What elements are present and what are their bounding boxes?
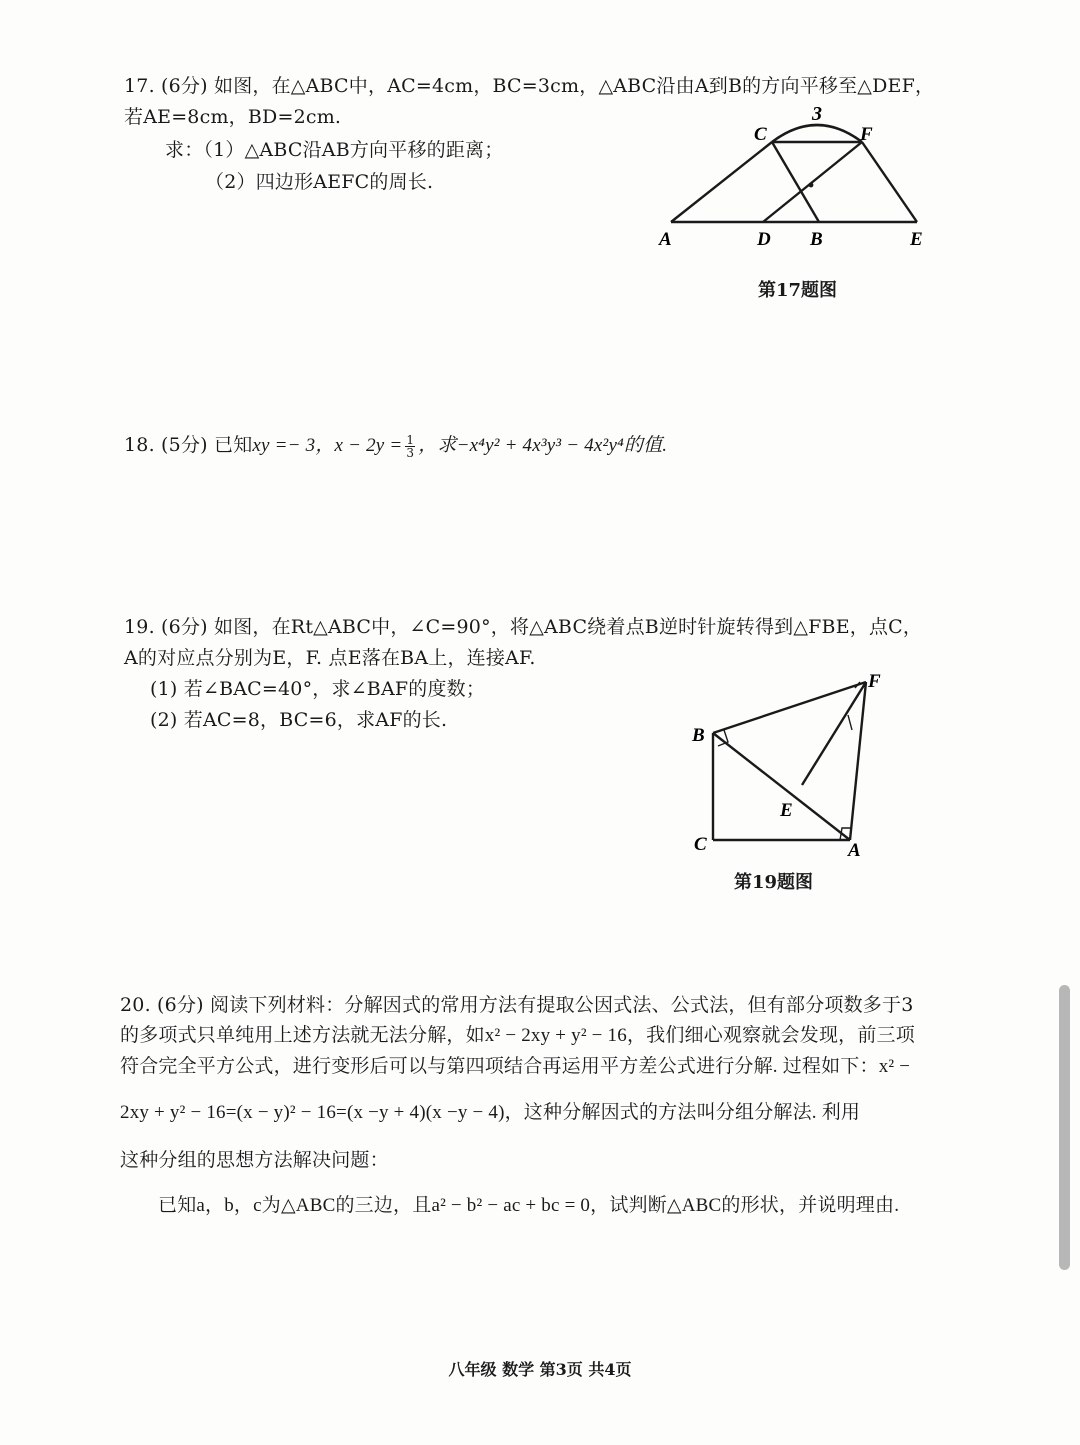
q19-line-1: 19. (6分) 如图，在Rt△ABC中，∠C=90°，将△ABC绕着点B逆时针旋转得到△FBE，点C， <box>124 616 923 638</box>
q17-label-c: C <box>754 124 767 145</box>
q20-line-1: 20. (6分) 阅读下列材料：分解因式的常用方法有提取公因式法、公式法，但有部分项数多于3 <box>120 994 914 1016</box>
q19-label-f: F <box>868 671 881 692</box>
q18-rest: ，求−x⁴y² + 4x³y³ − 4x²y⁴的值. <box>418 435 668 456</box>
q19-line-ba <box>713 733 850 840</box>
q17-dot <box>809 183 814 188</box>
q19-label-b: B <box>692 725 705 746</box>
q19-line-2: A的对应点分别为E，F. 点E落在BA上，连接AF. <box>124 647 536 669</box>
q20-line-4: 2xy + y² − 16=(x − y)² − 16=(x −y + 4)(x −y − 4)，这种分解因式的方法叫分组分解法. 利用 <box>120 1102 861 1123</box>
q18-fraction <box>405 434 415 459</box>
q20-line-6: 已知a，b，c为△ABC的三边，且a² − b² − ac + bc = 0，试判断△ABC的形状，并说明理由. <box>158 1195 900 1216</box>
q19-label-e: E <box>780 800 793 821</box>
q20-line-5: 这种分组的思想方法解决问题： <box>120 1149 389 1171</box>
q17-line-1: 17. (6分) 如图，在△ABC中，AC=4cm，BC=3cm，△ABC沿由A到B的方向平移至△DEF， <box>124 75 935 97</box>
page-footer: 八年级 数学 第3页 共4页 <box>448 1360 632 1379</box>
q19-label-a: A <box>848 840 861 860</box>
q19-line-bf <box>713 682 866 733</box>
q17-figure <box>655 98 945 262</box>
q20-line-2: 的多项式只单纯用上述方法就无法分解，如x² − 2xy + y² − 16，我们细心观察就会发现，前三项 <box>120 1025 915 1046</box>
vertical-scrollbar[interactable] <box>1059 985 1070 1270</box>
q17-arc-mark: 3 <box>812 103 822 125</box>
q18-xy-eq: xy =− 3， <box>252 435 335 456</box>
q17-line-fe <box>862 142 917 222</box>
q17-line-2: 若AE=8cm，BD=2cm. <box>124 106 342 128</box>
q17-line-3: 求：（1）△ABC沿AB方向平移的距离； <box>165 139 504 161</box>
q20-line-3: 符合完全平方公式，进行变形后可以与第四项结合再运用平方差公式进行分解. 过程如下：x² − <box>120 1056 911 1077</box>
q17-line-4: （2）四边形AEFC的周长. <box>205 171 434 193</box>
q17-label-b: B <box>810 229 823 250</box>
q19-caption: 第19题图 <box>734 872 814 893</box>
q17-arc <box>772 125 862 142</box>
q19-label-c: C <box>694 834 707 855</box>
q17-label-d: D <box>757 229 771 250</box>
q17-label-f: F <box>860 124 873 145</box>
q18-prefix: 18. (5分) 已知 <box>124 434 253 456</box>
q19-figure <box>680 660 900 864</box>
q19-tick-1 <box>848 715 852 730</box>
q18-frac-den: 3 <box>406 445 415 460</box>
q18-frac-num: 1 <box>406 432 415 447</box>
q18-line <box>124 433 667 459</box>
q17-line-ac <box>671 142 772 222</box>
q17-caption: 第17题图 <box>758 280 838 301</box>
q18-x2y-eq: x − 2y = <box>334 435 403 456</box>
q17-label-e: E <box>910 229 923 250</box>
q19-line-3: (1) 若∠BAC=40°，求∠BAF的度数； <box>150 678 486 700</box>
q19-line-4: (2) 若AC=8，BC=6，求AF的长. <box>150 709 448 731</box>
q17-label-a: A <box>659 229 672 250</box>
